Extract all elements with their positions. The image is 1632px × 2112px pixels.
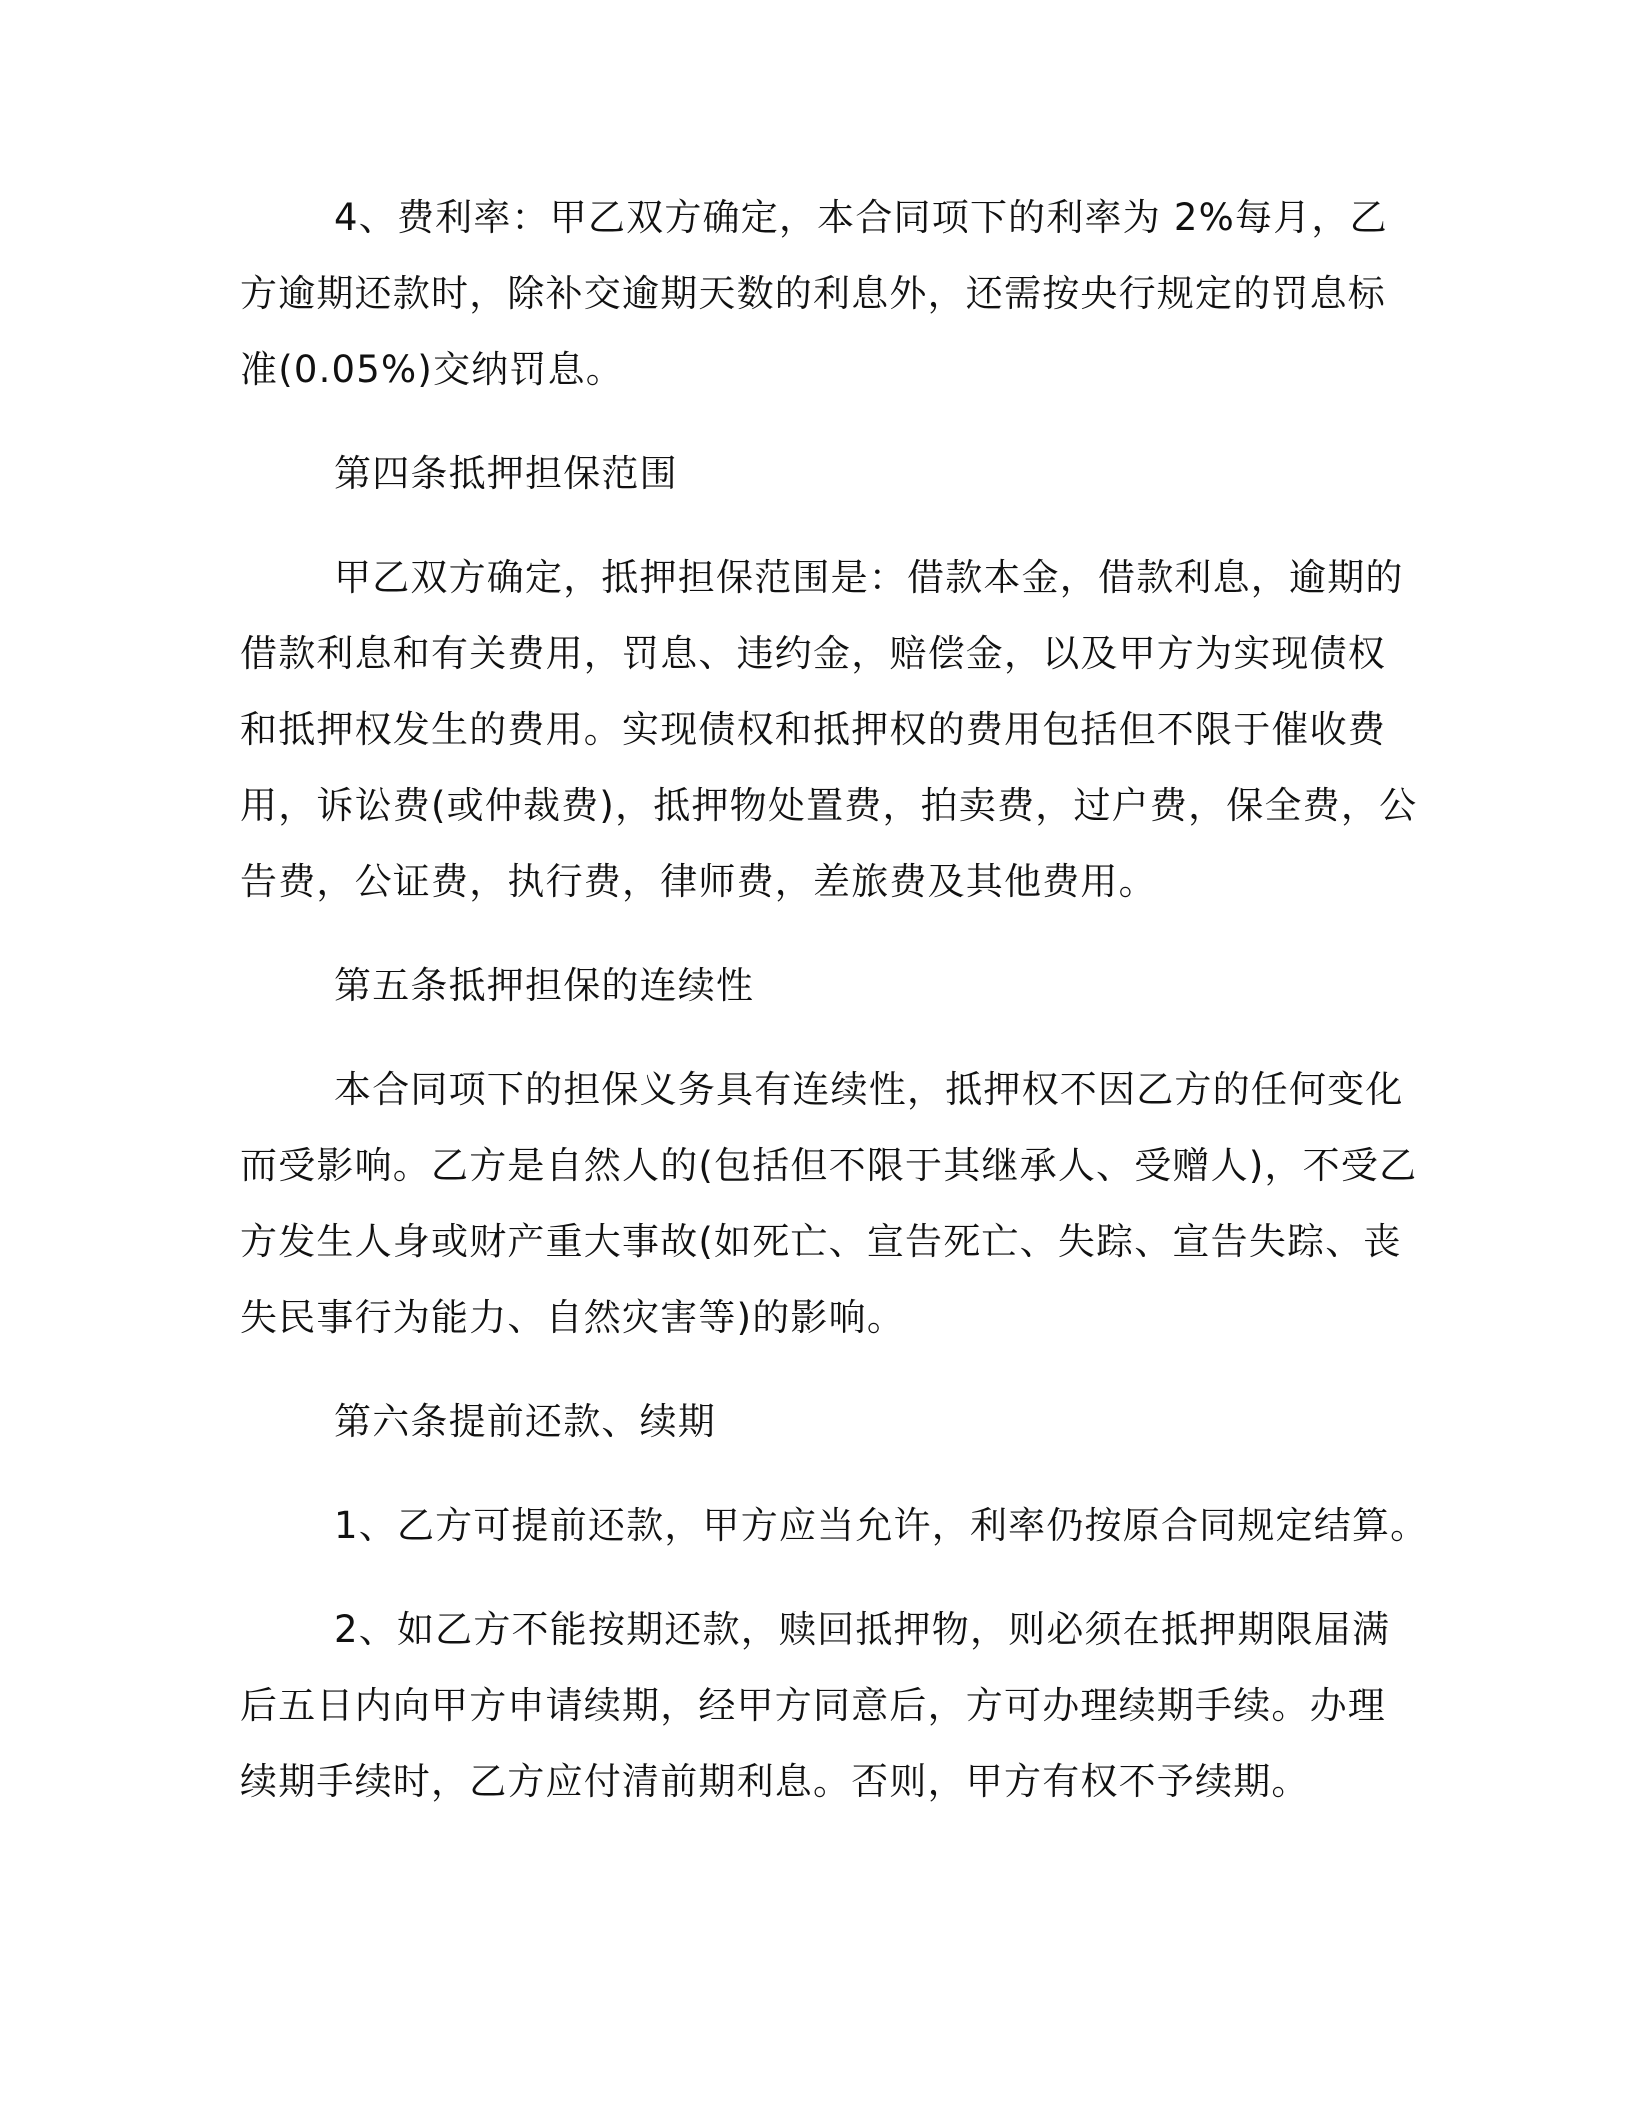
section-6-item-2-line-1: 2、如乙方不能按期还款，赎回抵押物，则必须在抵押期限届满 [334,1608,1391,1651]
section-6-item-1: 1、乙方可提前还款，甲方应当允许，利率仍按原合同规定结算。 [334,1504,1429,1547]
clause-4-line-1: 4、费利率：甲乙双方确定，本合同项下的利率为 2%每月，乙 [334,196,1388,239]
section-5-para-line-1: 本合同项下的担保义务具有连续性，抵押权不因乙方的任何变化 [334,1068,1404,1111]
section-6-item-2-line-3: 续期手续时，乙方应付清前期利息。否则，甲方有权不予续期。 [240,1760,1310,1803]
section-5-heading: 第五条抵押担保的连续性 [334,964,755,1007]
section-5-para-line-2: 而受影响。乙方是自然人的(包括但不限于其继承人、受赠人)，不受乙 [240,1144,1418,1187]
section-4-heading: 第四条抵押担保范围 [334,452,678,495]
section-4-para-line-4: 用，诉讼费(或仲裁费)，抵押物处置费，拍卖费，过户费，保全费，公 [240,784,1418,827]
clause-4-line-3: 准(0.05%)交纳罚息。 [240,348,625,391]
section-6-heading: 第六条提前还款、续期 [334,1400,716,1443]
section-6-item-2-line-2: 后五日内向甲方申请续期，经甲方同意后，方可办理续期手续。办理 [240,1684,1386,1727]
section-4-para-line-2: 借款利息和有关费用，罚息、违约金，赔偿金，以及甲方为实现债权 [240,632,1386,675]
section-4-para-line-3: 和抵押权发生的费用。实现债权和抵押权的费用包括但不限于催收费 [240,708,1386,751]
section-5-para-line-3: 方发生人身或财产重大事故(如死亡、宣告死亡、失踪、宣告失踪、丧 [240,1220,1402,1263]
section-4-para-line-1: 甲乙双方确定，抵押担保范围是：借款本金，借款利息，逾期的 [334,556,1404,599]
clause-4-line-2: 方逾期还款时，除补交逾期天数的利息外，还需按央行规定的罚息标 [240,272,1386,315]
section-4-para-line-5: 告费，公证费，执行费，律师费，差旅费及其他费用。 [240,860,1157,903]
section-5-para-line-4: 失民事行为能力、自然灾害等)的影响。 [240,1296,906,1339]
